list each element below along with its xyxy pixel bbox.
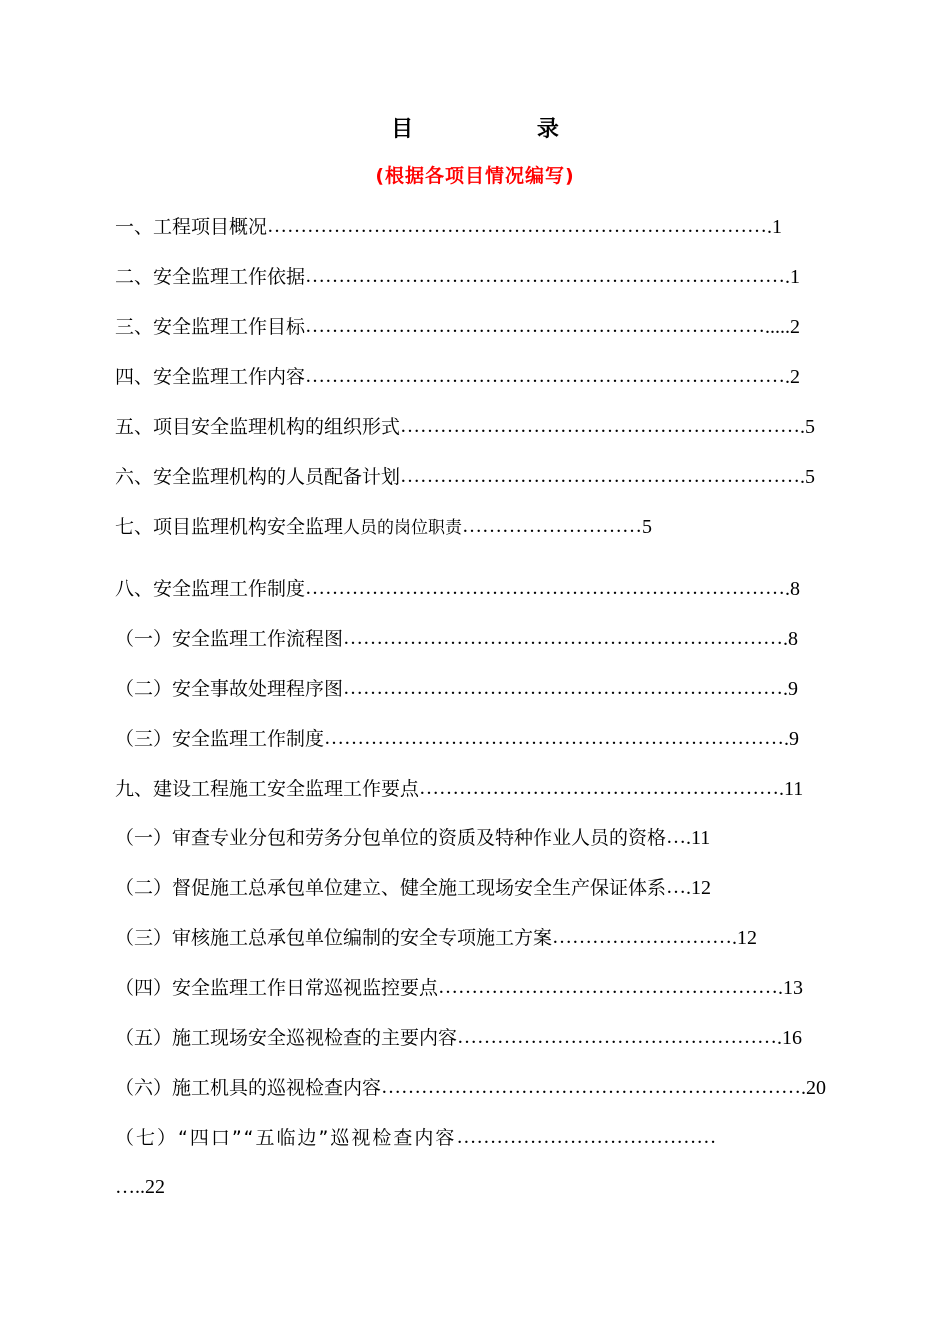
toc-entry[interactable]: （二）安全事故处理程序图………………………………………………………….9 [115, 677, 799, 700]
toc-title: 目 录 [391, 117, 617, 142]
toc-entry[interactable]: （二）督促施工总承包单位建立、健全施工现场安全生产保证体系….12 [115, 876, 712, 899]
toc-entry[interactable]: （三）审核施工总承包单位编制的安全专项施工方案……………………….12 [115, 926, 758, 949]
toc-entry[interactable]: 五、项目安全监理机构的组织形式…………………………………………………….5 [115, 415, 816, 438]
toc-entry[interactable]: 三、安全监理工作目标…………………………………………………………….....2 [115, 315, 801, 338]
toc-entry-continuation: …..22 [115, 1176, 165, 1198]
toc-entry[interactable]: （一）审查专业分包和劳务分包单位的资质及特种作业人员的资格….11 [115, 826, 711, 849]
toc-entry[interactable]: （五）施工现场安全巡视检查的主要内容………………………………………….16 [115, 1026, 803, 1049]
toc-entry[interactable]: 四、安全监理工作内容……………………………………………………………….2 [115, 365, 801, 388]
toc-entry[interactable]: 二、安全监理工作依据……………………………………………………………….1 [115, 265, 801, 288]
toc-entry[interactable]: （七）“四口”“五临边”巡视检查内容………………………………… [115, 1126, 717, 1149]
toc-entry[interactable]: 一、工程项目概况………………………………………………………………….1 [115, 215, 783, 238]
toc-entry[interactable]: （六）施工机具的巡视检查内容……………………………………………………….20 [115, 1076, 827, 1099]
toc-entry[interactable]: （四）安全监理工作日常巡视监控要点…………………………………………….13 [115, 976, 804, 999]
toc-entry[interactable]: （三）安全监理工作制度…………………………………………………………….9 [115, 727, 800, 750]
toc-subtitle: (根据各项目情况编写) [375, 165, 575, 187]
toc-entry[interactable]: 九、建设工程施工安全监理工作要点……………………………………………….11 [115, 777, 804, 800]
toc-entry[interactable]: （一）安全监理工作流程图………………………………………………………….8 [115, 627, 799, 650]
toc-entry[interactable]: 八、安全监理工作制度……………………………………………………………….8 [115, 577, 801, 600]
toc-entry[interactable]: 七、项目监理机构安全监理人员的岗位职责………………………5 [115, 515, 653, 538]
toc-entry[interactable]: 六、安全监理机构的人员配备计划…………………………………………………….5 [115, 465, 816, 488]
